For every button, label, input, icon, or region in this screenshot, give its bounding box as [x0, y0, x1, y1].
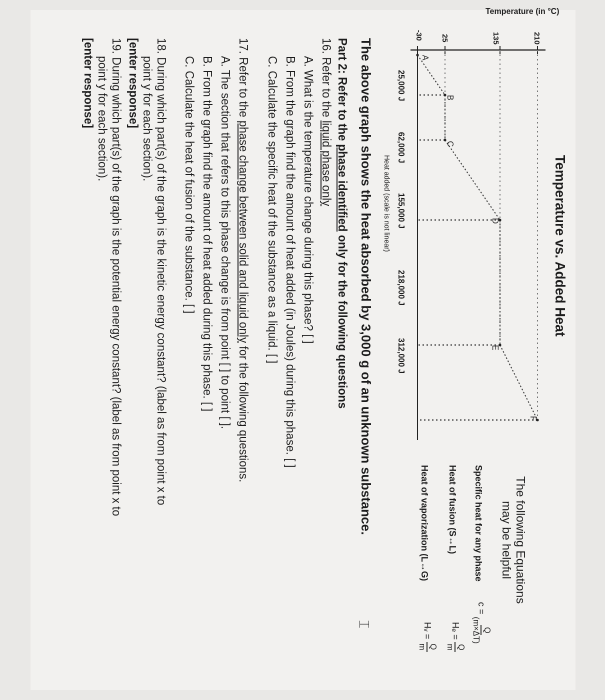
y-axis-label: Temperature (in °C) [485, 7, 559, 16]
graph-summary: The above graph shows the heat absorbed by 3,000 g of an unknown substance. [358, 38, 373, 535]
q17-c[interactable]: C. Calculate the heat of fusion of the substance. [ ] [182, 56, 194, 314]
chart-title: Temperature vs. Added Heat [552, 155, 567, 337]
x-tick-label: 62,000 J [396, 132, 405, 164]
specific-heat-lhs: c = [476, 602, 487, 615]
q19-line2: point y for each section). [95, 56, 107, 182]
vaporization-fraction [416, 642, 437, 652]
y-tick-label: 210 [532, 32, 541, 45]
fusion-label: Heat of fusion (S↔L) [447, 465, 457, 554]
q17-emphasis: phase change between solid and liquid only [236, 120, 248, 343]
q17-b[interactable]: B. From the graph find the amount of heat added during this phase. [ ] [200, 56, 212, 412]
q16-stem: 16. Refer to the liquid phase only [319, 38, 331, 207]
point-label-a: A [420, 55, 429, 61]
point-label-b: B [445, 95, 454, 101]
q16-a[interactable]: A. What is the temperature change during this phase? [ ] [301, 56, 313, 344]
point-label-c: C [445, 141, 454, 147]
q16-b[interactable]: B. From the graph find the amount of heat added (in Joules) during this phase. [ ] [283, 56, 295, 468]
equations-heading: The following Equations may be helpful [499, 476, 527, 604]
part2-heading: Part 2: Refer to the phase identified only for the following questions [335, 38, 347, 409]
data-point [416, 54, 419, 57]
x-tick-label: 25,000 J [396, 70, 405, 102]
x-tick-label: 218,000 J [396, 270, 405, 306]
q17-a[interactable]: A. The section that refers to this phase change is from point [ ] to point [ ]. [218, 56, 230, 430]
vaporization-numerator: Q [428, 643, 437, 650]
y-tick-label: 25 [440, 34, 449, 43]
fusion-numerator: Q [456, 644, 465, 651]
x-tick-label: 155,000 J [396, 193, 405, 229]
q19-response[interactable]: [enter response] [81, 38, 93, 129]
vaporization-label: Heat of vaporization (L↔G) [419, 465, 429, 582]
fusion-formula [444, 622, 465, 652]
vaporization-formula [416, 622, 437, 652]
q18-line1: 18. During which part(s) of the graph is the kinetic energy constant? (label as from point x to [154, 38, 166, 506]
specific-heat-fraction [470, 617, 491, 644]
rotated-worksheet-page [30, 7, 575, 690]
point-label-e: E [490, 345, 499, 351]
fusion-denominator: m [445, 643, 454, 651]
q16-c[interactable]: C. Calculate the specific heat of the substance as a liquid. [ ] [265, 56, 277, 364]
series-segment [445, 140, 500, 220]
specific-heat-numerator: Q [482, 627, 491, 634]
point-label-d: D [490, 218, 499, 224]
q16-emphasis: liquid phase only [319, 120, 331, 207]
part2-emphasis: phase identified [335, 144, 347, 232]
vaporization-lhs: Hᵥ = [422, 622, 433, 640]
q18-line2: point y for each section). [140, 56, 152, 182]
series-segment [417, 55, 445, 95]
vaporization-denominator: m [417, 643, 426, 651]
q17-stem: 17. Refer to the phase change between solid and liquid only for the following questions. [236, 38, 248, 483]
x-tick-label: 312,000 J [396, 338, 405, 374]
fusion-lhs: Hₑ = [450, 622, 461, 640]
specific-heat-formula [470, 602, 491, 644]
q19-line1: 19. During which part(s) of the graph is the potential energy constant? (label as from point x to [109, 38, 121, 517]
specific-heat-label: Specific heat for any phase [473, 465, 483, 582]
y-tick-label: 135 [491, 32, 500, 45]
fusion-fraction [444, 642, 465, 652]
chart-guides [410, 46, 545, 440]
specific-heat-denominator: (m×ΔT) [471, 616, 480, 644]
text-cursor-icon: ⌶ [356, 620, 372, 629]
series-segment [500, 345, 538, 420]
point-label-f: F [528, 416, 537, 421]
q18-response[interactable]: [enter response] [126, 38, 138, 129]
x-axis-caption: Heat added (scale is not linear) [382, 155, 389, 252]
y-tick-label: -30 [414, 30, 423, 41]
